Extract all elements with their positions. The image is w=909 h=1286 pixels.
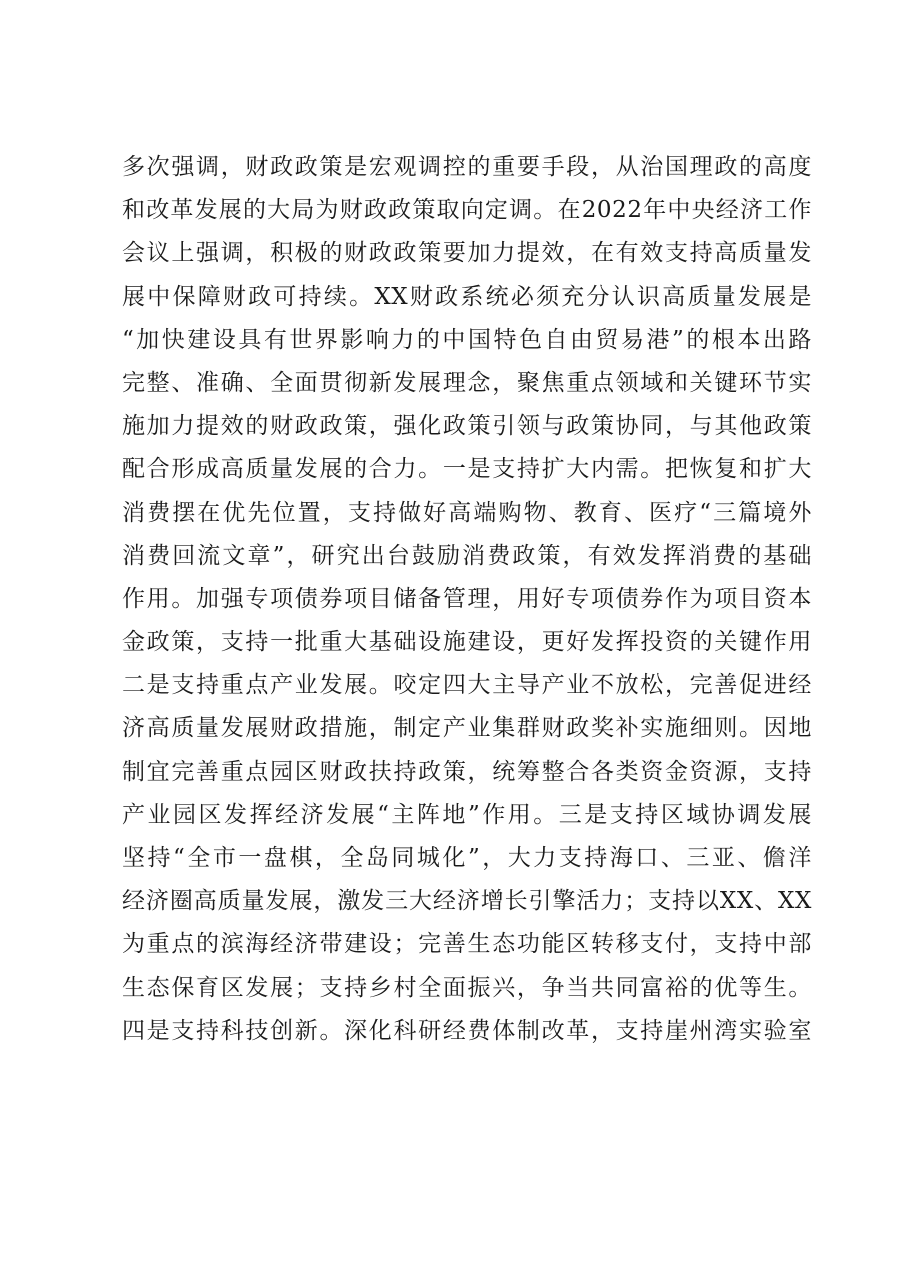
text-line: 生态保育区发展；支持乡村全面振兴，争当共同富裕的优等生。	[122, 974, 812, 1001]
text-line: 四是支持科技创新。深化科研经费体制改革，支持崖州湾实验室	[122, 1017, 812, 1044]
body-paragraph	[122, 146, 812, 1053]
text-line: 二是支持重点产业发展。咬定四大主导产业不放松，完善促进经	[122, 672, 812, 699]
text-line: 施加力提效的财政政策，强化政策引领与政策协同，与其他政策	[122, 413, 812, 440]
text-line: 坚持“全市一盘棋，全岛同城化”，大力支持海口、三亚、儋洋	[122, 845, 812, 871]
text-line: 会议上强调，积极的财政政策要加力提效，在有效支持高质量发	[122, 240, 812, 267]
text-line: 和改革发展的大局为财政政策取向定调。在2022年中央经济工作	[122, 197, 812, 224]
text-line: 制宜完善重点园区财政扶持政策，统筹整合各类资金资源，支持	[122, 758, 812, 785]
text-line: 产业园区发挥经济发展“主阵地”作用。三是支持区域协调发展	[122, 801, 812, 828]
text-line: 完整、准确、全面贯彻新发展理念，聚焦重点领域和关键环节实	[122, 369, 812, 396]
text-line: 金政策，支持一批重大基础设施建设，更好发挥投资的关键作用	[122, 629, 812, 656]
text-line: 多次强调，财政政策是宏观调控的重要手段，从治国理政的高度	[122, 154, 812, 180]
text-line: 消费摆在优先位置，支持做好高端购物、教育、医疗“三篇境外	[122, 499, 812, 526]
text-line: 展中保障财政可持续。XX财政系统必须充分认识高质量发展是	[122, 283, 812, 310]
text-line: 配合形成高质量发展的合力。一是支持扩大内需。把恢复和扩大	[122, 456, 812, 483]
text-line: 济高质量发展财政措施，制定产业集群财政奖补实施细则。因地	[122, 715, 812, 742]
text-line: 消费回流文章”，研究出台鼓励消费政策，有效发挥消费的基础	[122, 542, 812, 569]
text-line: 经济圈高质量发展，激发三大经济增长引擎活力；支持以XX、XX	[122, 888, 812, 915]
text-line: 作用。加强专项债券项目储备管理，用好专项债券作为项目资本	[122, 585, 812, 612]
text-line: “加快建设具有世界影响力的中国特色自由贸易港”的根本出路	[122, 326, 812, 353]
text-line: 为重点的滨海经济带建设；完善生态功能区转移支付，支持中部	[122, 931, 812, 958]
